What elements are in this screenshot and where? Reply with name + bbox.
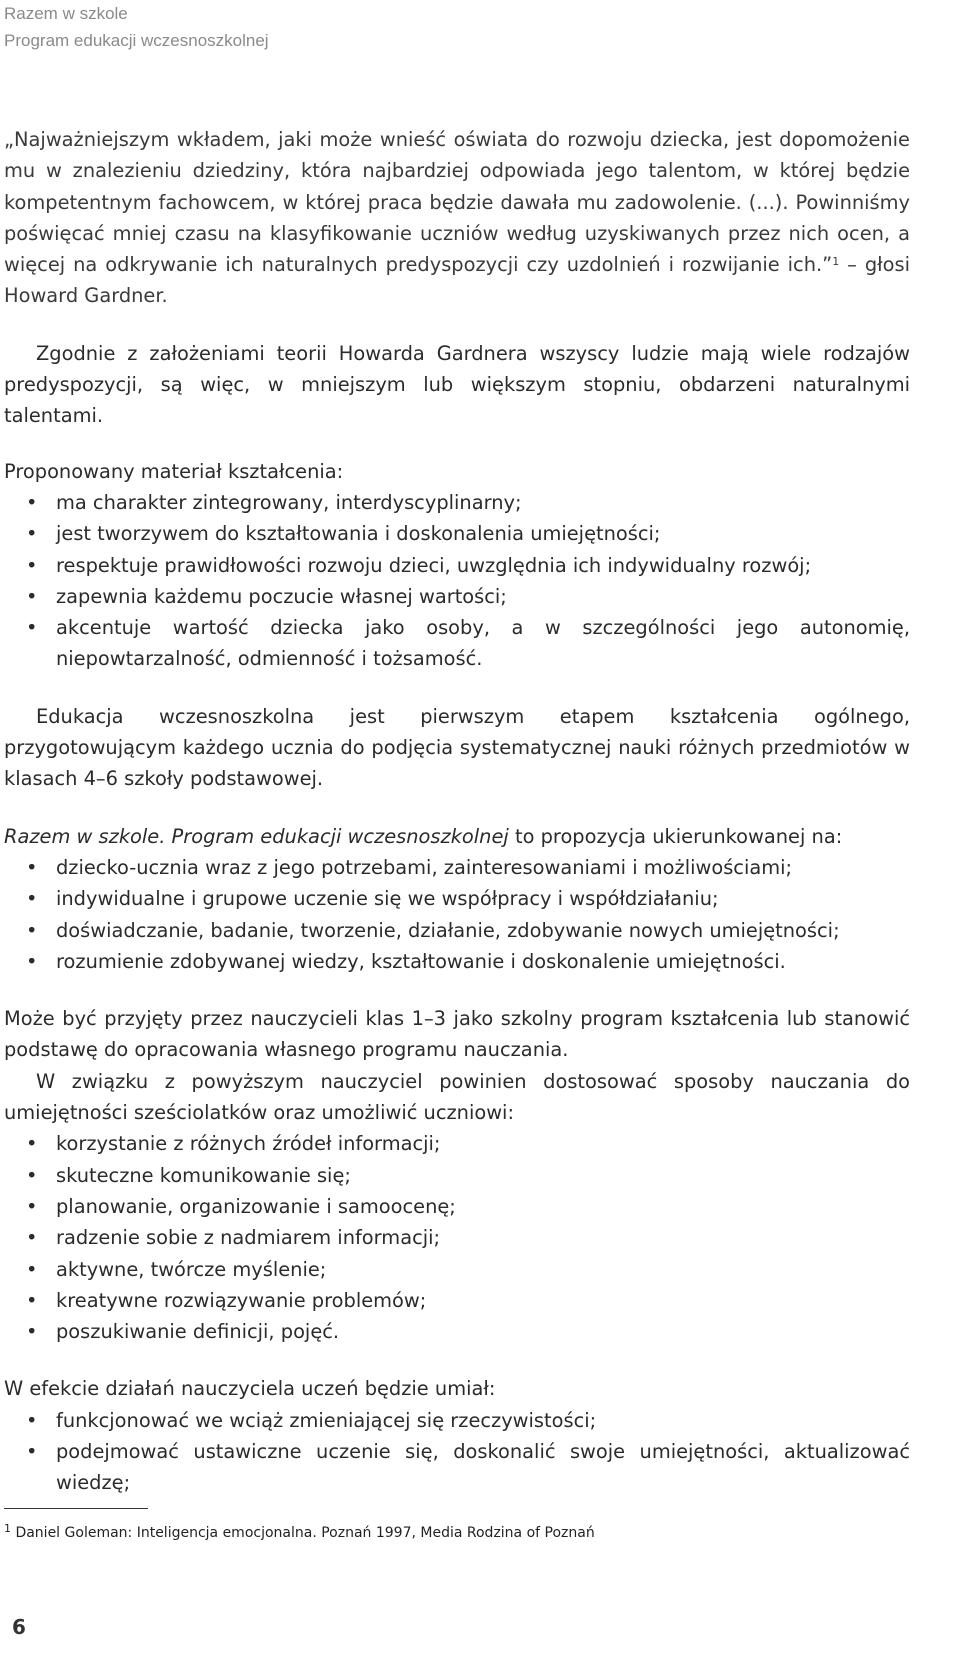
page-body <box>4 124 910 1499</box>
header-book-title: Razem w szkole <box>4 4 128 23</box>
list-item: • indywidualne i grupowe uczenie się we współpracy i współdziałaniu; <box>4 883 910 914</box>
list-item: • podejmować ustawiczne uczenie się, doskonalić swoje umiejętności, aktualizować wiedzę; <box>4 1436 910 1499</box>
outcome-list <box>4 1405 910 1499</box>
list-item: • radzenie sobie z nadmiarem informacji; <box>4 1222 910 1253</box>
header-program-title: Program edukacji wczesnoszkolnej <box>4 31 269 50</box>
footnote-ref: 1 <box>832 255 840 269</box>
list-item: • respektuje prawidłowości rozwoju dzieci, uwzględnia ich indywidualny rozwój; <box>4 550 910 581</box>
program-focus-list <box>4 852 910 977</box>
list-item: • doświadczanie, badanie, tworzenie, działanie, zdobywanie nowych umiejętności; <box>4 915 910 946</box>
list-item: • rozumienie zdobywanej wiedzy, kształtowanie i doskonalenie umiejętności. <box>4 946 910 977</box>
list-item: • aktywne, twórcze myślenie; <box>4 1254 910 1285</box>
list-item: • dziecko-ucznia wraz z jego potrzebami, zainteresowaniami i możliwościami; <box>4 852 910 883</box>
list-item: • kreatywne rozwiązywanie problemów; <box>4 1285 910 1316</box>
paragraph-early-education: Edukacja wczesnoszkolna jest pierwszym etapem kształcenia ogólnego, przygotowującym każdego ucznia do podjęcia systematycznej nauki różnych przedmiotów w klasach 4–6 szkoły podstawowej. <box>4 704 910 791</box>
proposed-material-list <box>4 487 910 675</box>
proposed-material-intro: Proponowany materiał kształcenia: <box>4 459 344 483</box>
program-intro-rest: to propozycja ukierunkowanej na: <box>508 824 843 848</box>
footnote-divider <box>4 1508 148 1509</box>
footnote-mark: 1 <box>4 1522 11 1535</box>
list-item: • poszukiwanie definicji, pojęć. <box>4 1316 910 1347</box>
footnote <box>4 1522 595 1541</box>
gardner-quote <box>4 124 910 312</box>
quote-text: „Najważniejszym wkładem, jaki może wnieść oświata do rozwoju dziecka, jest dopomożenie mu w znalezieniu dziedziny, która najbardziej odpowiada jego talentom, w której będzie kompetentnym fachowcem, w której praca będzie dawała mu zadowolenie. (...). Powinniśmy poświęcać mniej czasu na klasyfikowanie uczniów według uzyskiwanych przez nich ocen, a więcej na odkrywanie ich naturalnych predyspozycji czy uzdolnień i rozwijanie ich.” <box>4 128 910 277</box>
program-title: Razem w szkole. Program edukacji wczesnoszkolnej <box>4 824 509 848</box>
list-item: • skuteczne komunikowanie się; <box>4 1160 910 1191</box>
page-number: 6 <box>12 1615 26 1639</box>
list-item: • jest tworzywem do kształtowania i doskonalenia umiejętności; <box>4 518 910 549</box>
list-item: • ma charakter zintegrowany, interdyscyplinarny; <box>4 487 910 518</box>
skills-list <box>4 1128 910 1347</box>
running-header <box>4 0 269 54</box>
paragraph-gardner-theory: Zgodnie z założeniami teorii Howarda Gardnera wszyscy ludzie mają wiele rodzajów predyspozycji, są więc, w mniejszym lub większym stopniu, obdarzeni naturalnymi talentami. <box>4 341 910 428</box>
list-item: • zapewnia każdemu poczucie własnej wartości; <box>4 581 910 612</box>
list-item: • funkcjonować we wciąż zmieniającej się rzeczywistości; <box>4 1405 910 1436</box>
list-item: • planowanie, organizowanie i samoocenę; <box>4 1191 910 1222</box>
list-item: • korzystanie z różnych źródeł informacji; <box>4 1128 910 1159</box>
program-intro <box>4 821 910 852</box>
skills-intro: W związku z powyższym nauczyciel powinien dostosować sposoby nauczania do umiejętności sześciolatków oraz umożliwić uczniowi: <box>4 1069 910 1125</box>
outcome-intro: W efekcie działań nauczyciela uczeń będzie umiał: <box>4 1377 496 1401</box>
footnote-text: Daniel Goleman: Inteligencja emocjonalna. Poznań 1997, Media Rodzina of Poznań <box>11 1525 595 1541</box>
paragraph-adoption: Może być przyjęty przez nauczycieli klas 1–3 jako szkolny program kształcenia lub stanowić podstawę do opracowania własnego programu nauczania. <box>4 1007 910 1062</box>
list-item: • akcentuje wartość dziecka jako osoby, a w szczególności jego autonomię, niepowtarzalność, odmienność i tożsamość. <box>4 612 910 675</box>
quote-attribution: – głosi Howard Gardner. <box>4 253 910 308</box>
